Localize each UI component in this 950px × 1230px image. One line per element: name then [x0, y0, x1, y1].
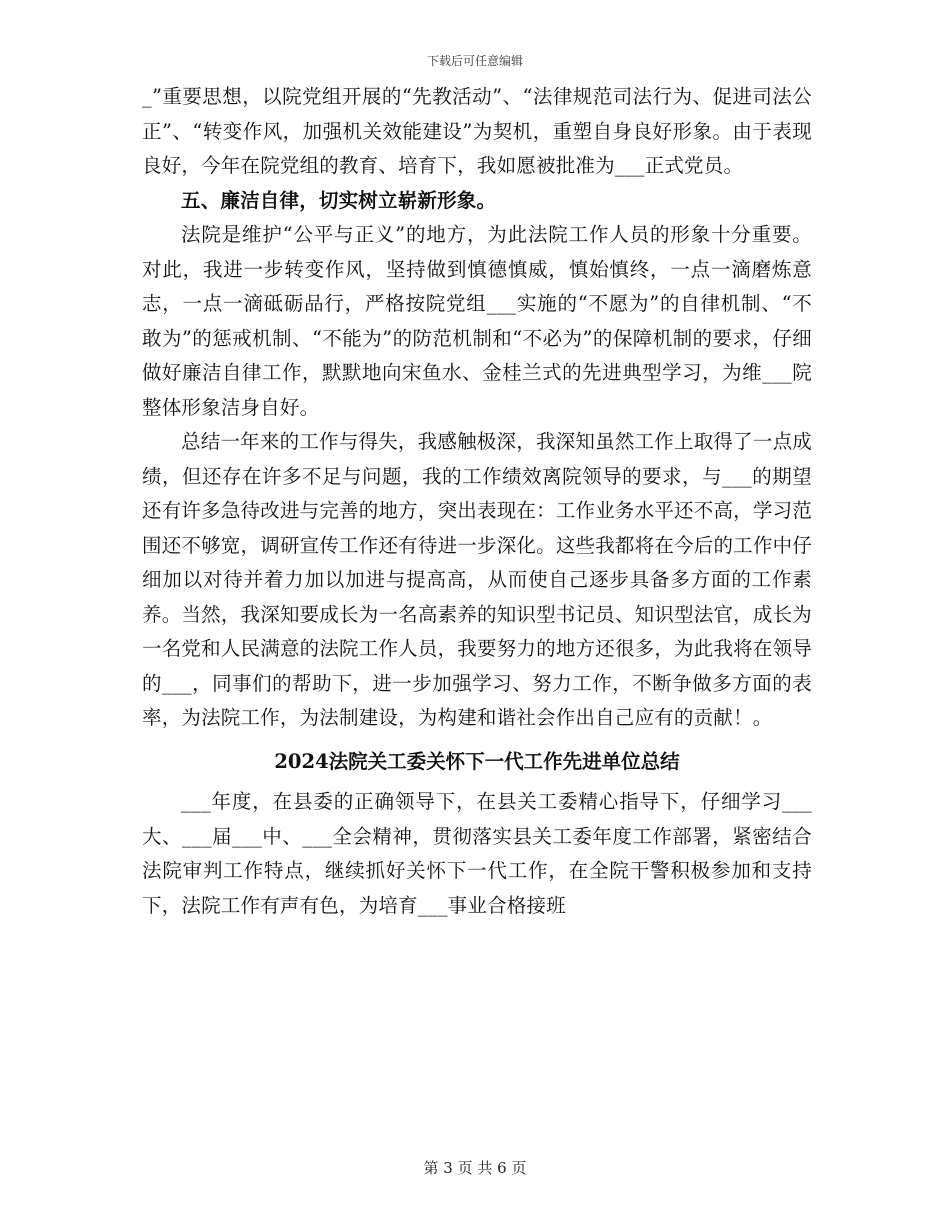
document-title: 2024法院关工委关怀下一代工作先进单位总结 — [274, 749, 680, 773]
page-header: 下载后可任意编辑 — [426, 54, 523, 68]
page-number: 第 3 页 共 6 页 — [423, 1159, 527, 1177]
paragraph-summary: 总结一年来的工作与得失，我感触极深，我深知虽然工作上取得了一点成绩，但还存在许多不足与问题，我的工作绩效离院领导的要求，与___的期望还有许多急待改进与完善的地方，突出表现在：工作业务水平还不高，学习范围还不够宽，调研宣传工作还有待进一步深化。这些我都将在今后的工作中仔细加以对待并着力加以加进与提高高，从而使自己逐步具备多方面的工作素养。当然，我深知要成长为一名高素养的知识型书记员、知识型法官，成长为一名党和人民满意的法院工作人员，我要努力的地方还很多，为此我将在领导的___，同事们的帮助下，进一步加强学习、努力工作，不断争做多方面的表率，为法院工作，为法制建设，为构建和谐社会作出自己应有的贡献！。 — [142, 430, 812, 729]
section-heading-5: 五、廉洁自律，切实树立崭新形象。 — [181, 188, 497, 212]
paragraph-annual-report: ___年度，在县委的正确领导下，在县关工委精心指导下，仔细学习___大、___届___中、___全会精神，贯彻落实县关工委年度工作部署，紧密结合法院审判工作特点，继续抓好关怀下一代工作，在全院干警积极参加和支持下，法院工作有声有色，为培育___事业合格接班 — [142, 790, 812, 917]
paragraph-integrity: 法院是维护“公平与正义”的地方，为此法院工作人员的形象十分重要。对此，我进一步转变作风，坚持做到慎德慎威，慎始慎终，一点一滴磨炼意志，一点一滴砥砺品行，严格按院党组___实施的“不愿为”的自律机制、“不敢为”的惩戒机制、“不能为”的防范机制和“不必为”的保障机制的要求，仔细做好廉洁自律工作，默默地向宋鱼水、金桂兰式的先进典型学习，为维___院整体形象洁身自好。 — [142, 223, 812, 419]
paragraph-intro: _”重要思想，以院党组开展的“先教活动”、“法律规范司法行为、促进司法公正”、“转变作风，加强机关效能建设”为契机，重塑自身良好形象。由于表现良好，今年在院党组的教育、培育下，我如愿被批准为___正式党员。 — [142, 85, 812, 177]
document-body — [142, 80, 812, 923]
